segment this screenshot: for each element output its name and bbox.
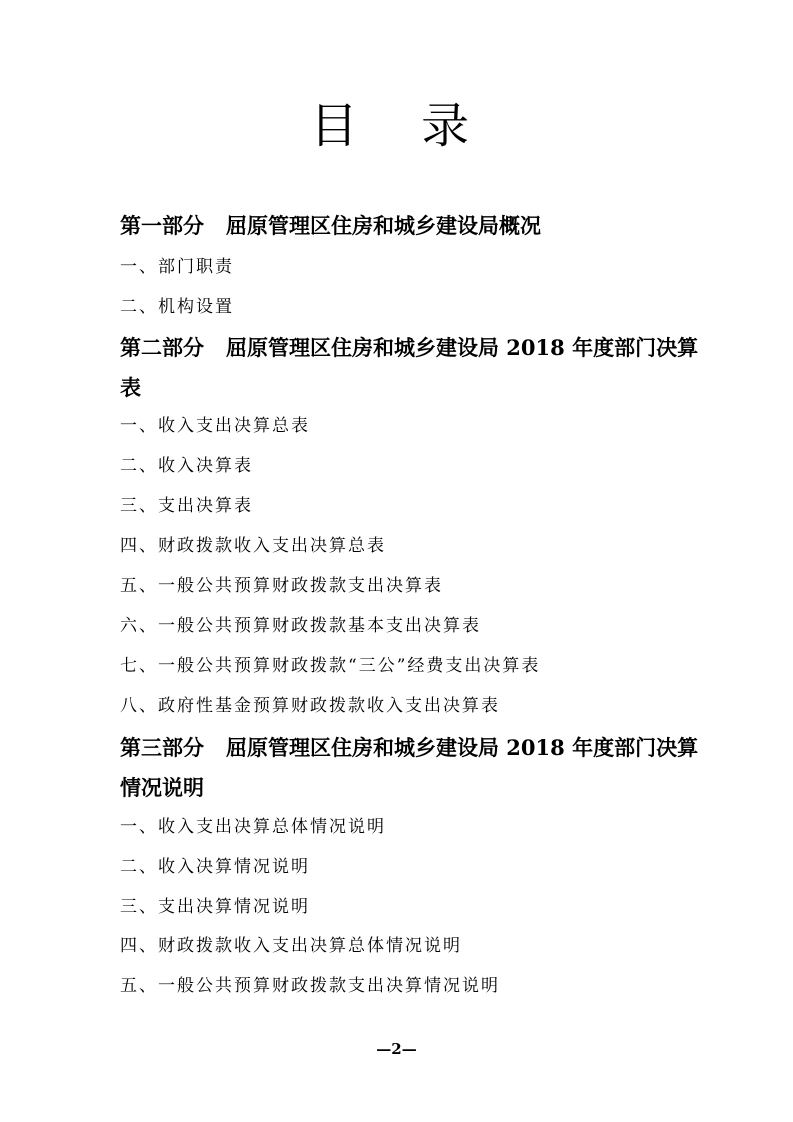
part-2-item: 八、政府性基金预算财政拨款收入支出决算表 bbox=[120, 696, 500, 716]
part-2-item: 七、一般公共预算财政拨款“三公”经费支出决算表 bbox=[120, 656, 541, 676]
part-2-number: 第二部分 bbox=[120, 335, 204, 360]
part-1-item: 一、部门职责 bbox=[120, 257, 234, 277]
part-2-item: 六、一般公共预算财政拨款基本支出决算表 bbox=[120, 616, 481, 636]
part-1-item: 二、机构设置 bbox=[120, 297, 234, 317]
part-2-heading bbox=[120, 328, 700, 408]
part-3-item: 二、收入决算情况说明 bbox=[120, 857, 310, 877]
part-3-name: 屈原管理区住房和城乡建设局 2018 年度部门决算情况说明 bbox=[120, 735, 699, 800]
part-3-number: 第三部分 bbox=[120, 735, 204, 760]
part-2-item: 四、财政拨款收入支出决算总表 bbox=[120, 536, 386, 556]
part-2-name: 屈原管理区住房和城乡建设局 2018 年度部门决算表 bbox=[120, 335, 699, 400]
part-3-item: 四、财政拨款收入支出决算总体情况说明 bbox=[120, 936, 462, 956]
part-1-heading bbox=[120, 206, 700, 246]
part-2-item: 五、一般公共预算财政拨款支出决算表 bbox=[120, 576, 443, 596]
page-number: —2— bbox=[376, 1040, 417, 1058]
part-2-item: 三、支出决算表 bbox=[120, 496, 253, 516]
part-3-item: 三、支出决算情况说明 bbox=[120, 897, 310, 917]
part-2-item: 二、收入决算表 bbox=[120, 456, 253, 476]
part-3-heading bbox=[120, 728, 700, 808]
part-3-item: 一、收入支出决算总体情况说明 bbox=[120, 817, 386, 837]
part-1-name: 屈原管理区住房和城乡建设局概况 bbox=[226, 213, 541, 238]
part-1-number: 第一部分 bbox=[120, 213, 204, 238]
page-title: 目 录 bbox=[309, 98, 494, 154]
part-2-item: 一、收入支出决算总表 bbox=[120, 416, 310, 436]
part-3-item: 五、一般公共预算财政拨款支出决算情况说明 bbox=[120, 976, 500, 996]
